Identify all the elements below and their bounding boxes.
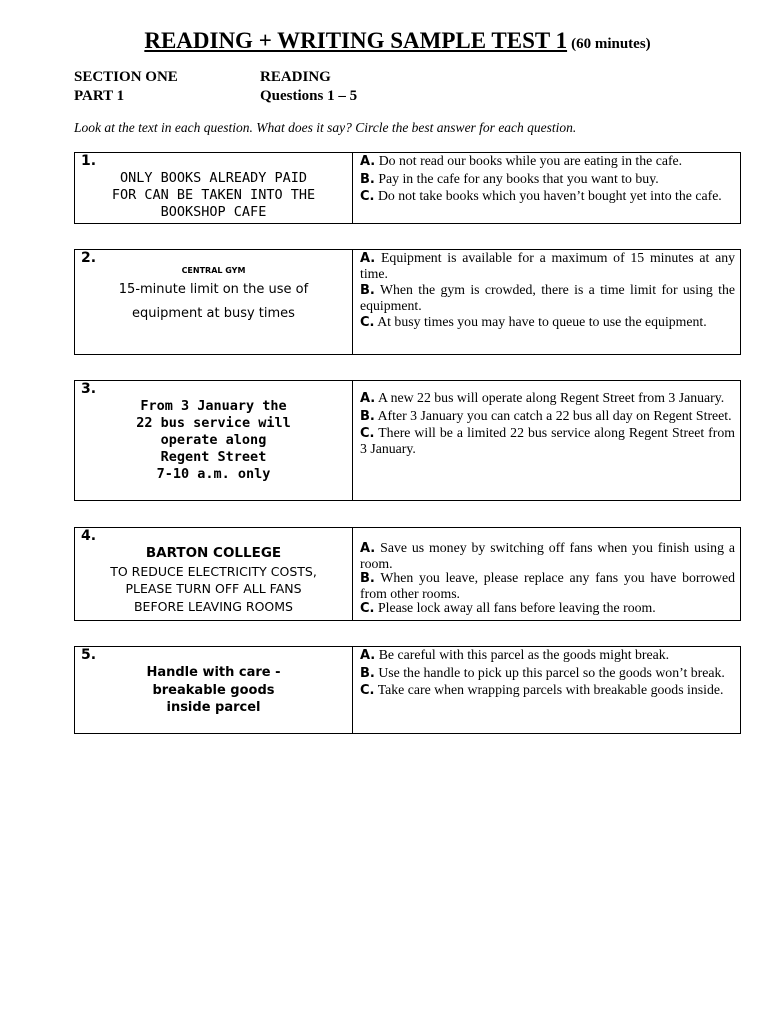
answer-option-a[interactable]: A. Save us money by switching off fans when you finish using a room. bbox=[360, 540, 735, 571]
options-panel bbox=[353, 528, 740, 620]
question-number: 1. bbox=[81, 153, 97, 169]
section-type-label: READING bbox=[260, 69, 331, 85]
notice-panel bbox=[75, 153, 353, 223]
options-panel bbox=[353, 250, 740, 354]
notice-line: BEFORE LEAVING ROOMS bbox=[133, 598, 293, 614]
notice-line: operate along bbox=[160, 432, 267, 448]
question-4-box bbox=[74, 527, 741, 621]
notice-panel bbox=[75, 647, 353, 733]
answer-option-a[interactable]: A. Do not read our books while you are eating in the cafe. bbox=[360, 153, 683, 169]
notice-text bbox=[75, 264, 352, 326]
notice-line: Handle with care - bbox=[146, 665, 281, 680]
answer-option-a[interactable]: A. Equipment is available for a maximum of 15 minutes at any time. bbox=[360, 250, 735, 281]
test-title: READING + WRITING SAMPLE TEST 1 bbox=[144, 28, 568, 53]
page-title bbox=[0, 28, 768, 54]
section-label: SECTION ONE bbox=[74, 69, 178, 85]
answer-option-b[interactable]: B. Pay in the cafe for any books that you want to buy. bbox=[360, 170, 659, 187]
notice-line: BOOKSHOP CAFE bbox=[160, 204, 267, 220]
question-number: 5. bbox=[81, 647, 97, 663]
question-number: 2. bbox=[81, 250, 97, 266]
answer-option-c[interactable]: C. At busy times you may have to queue to use the equipment. bbox=[360, 314, 707, 330]
options-panel bbox=[353, 647, 740, 733]
question-2-box bbox=[74, 249, 741, 355]
notice-line: FOR CAN BE TAKEN INTO THE bbox=[111, 187, 316, 203]
answer-option-a[interactable]: A. Be careful with this parcel as the goods might break. bbox=[360, 647, 670, 663]
answer-option-b[interactable]: B. When you leave, please replace any fans you have borrowed from other rooms. bbox=[360, 570, 736, 601]
question-3-box bbox=[74, 380, 741, 501]
notice-line: Regent Street bbox=[160, 449, 267, 465]
instructions: Look at the text in each question. What does it say? Circle the best answer for each question. bbox=[74, 120, 577, 135]
question-5-box bbox=[74, 646, 741, 734]
notice-line: ONLY BOOKS ALREADY PAID bbox=[120, 170, 307, 186]
question-number: 4. bbox=[81, 528, 97, 544]
notice-line: equipment at busy times bbox=[132, 306, 295, 321]
options-panel bbox=[353, 381, 740, 500]
notice-panel bbox=[75, 381, 353, 500]
answer-option-b[interactable]: B. After 3 January you can catch a 22 bus all day on Regent Street. bbox=[360, 407, 732, 424]
questions-range-label: Questions 1 – 5 bbox=[260, 88, 358, 104]
notice-line: TO REDUCE ELECTRICITY COSTS, bbox=[110, 563, 317, 579]
notice-text bbox=[75, 545, 352, 615]
part-label: PART 1 bbox=[74, 88, 125, 104]
answer-option-c[interactable]: C. Do not take books which you haven’t bought yet into the cafe. bbox=[360, 188, 722, 204]
notice-panel bbox=[75, 528, 353, 620]
notice-text bbox=[75, 398, 352, 483]
test-duration: (60 minutes) bbox=[571, 36, 651, 52]
answer-option-b[interactable]: B. Use the handle to pick up this parcel so the goods won’t break. bbox=[360, 664, 725, 681]
answer-option-c[interactable]: C. Please lock away all fans before leaving the room. bbox=[360, 600, 656, 616]
answer-option-c[interactable]: C. There will be a limited 22 bus service along Regent Street from 3 January. bbox=[360, 425, 735, 456]
options-panel bbox=[353, 153, 740, 223]
notice-text bbox=[75, 170, 352, 221]
answer-option-c[interactable]: C. Take care when wrapping parcels with breakable goods inside. bbox=[360, 682, 724, 698]
notice-heading: BARTON COLLEGE bbox=[145, 545, 282, 561]
notice-line: inside parcel bbox=[166, 700, 261, 715]
notice-heading: CENTRAL GYM bbox=[181, 266, 246, 275]
notice-line: 15-minute limit on the use of bbox=[118, 282, 309, 297]
notice-line: 22 bus service will bbox=[136, 415, 291, 431]
notice-line: 7-10 a.m. only bbox=[156, 466, 271, 482]
question-1-box bbox=[74, 152, 741, 224]
answer-option-a[interactable]: A. A new 22 bus will operate along Regent Street from 3 January. bbox=[360, 390, 725, 406]
notice-line: breakable goods bbox=[152, 682, 275, 698]
notice-line: PLEASE TURN OFF ALL FANS bbox=[125, 581, 302, 596]
notice-panel bbox=[75, 250, 353, 354]
question-number: 3. bbox=[81, 381, 97, 397]
answer-option-b[interactable]: B. When the gym is crowded, there is a time limit for using the equipment. bbox=[360, 282, 735, 313]
notice-text bbox=[75, 664, 352, 717]
notice-line: From 3 January the bbox=[140, 398, 287, 414]
